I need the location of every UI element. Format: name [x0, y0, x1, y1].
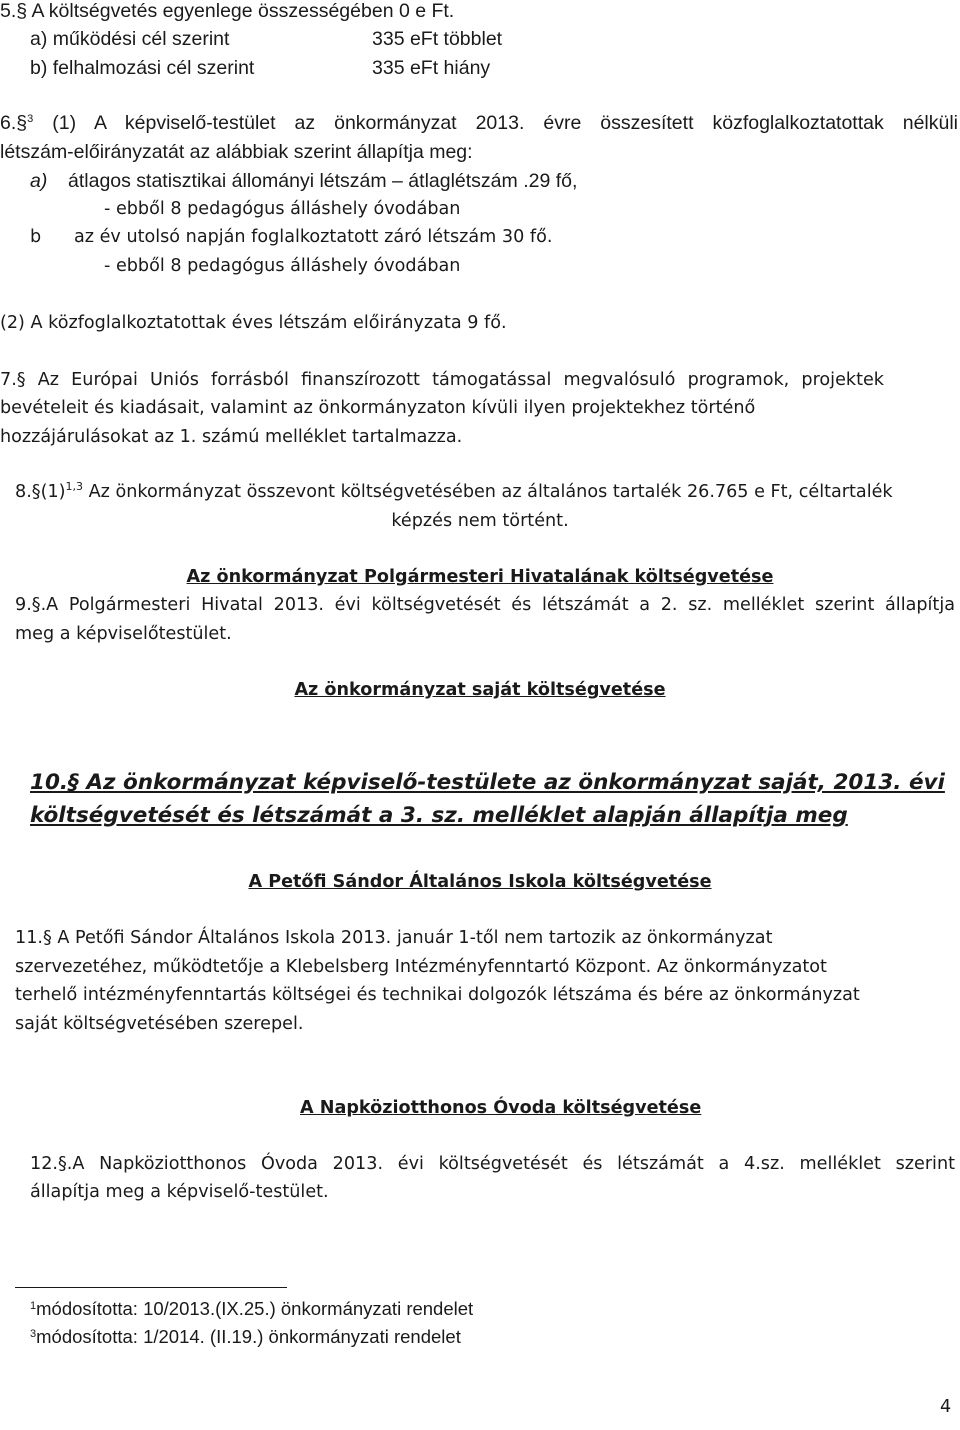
section-6-item-b-letter: b [30, 227, 42, 247]
section-7-line-3: hozzájárulásokat az 1. számú melléklet tartalmazza. [0, 427, 463, 447]
section-6-item-a-text: átlagos statisztikai állományi létszám – átlaglétszám .29 fő, [68, 170, 578, 192]
section-6-paragraph-2: (2) A közfoglalkoztatottak éves létszám előirányzata 9 fő. [0, 313, 507, 333]
section-12-line-1: 12.§.A Napköziotthonos Óvoda 2013. évi költségvetését és létszámát a 4.sz. melléklet szerint [30, 1154, 955, 1174]
section-6-item-a-sub: - ebből 8 pedagógus álláshely óvodában [104, 199, 461, 219]
section-11-line-2: szervezetéhez, működtetője a Klebelsberg Intézményfenntartó Központ. Az önkormányzatot [15, 957, 827, 977]
section-6-item-a-letter: a) [30, 170, 48, 192]
section-5-item-b-label: b) felhalmozási cél szerint [30, 57, 255, 79]
section-11-line-4: saját költségvetésében szerepel. [15, 1014, 304, 1034]
section-10-line-2: költségvetését és létszámát a 3. sz. melléklet alapján állapítja meg [30, 803, 848, 828]
section-7-line-2: bevételeit és kiadásait, valamint az önkormányzaton kívüli ilyen projektekhez történő [0, 398, 756, 418]
section-8-line-2: képzés nem történt. [391, 511, 569, 531]
heading-ovoda: A Napköziotthonos Óvoda költségvetése [300, 1098, 702, 1118]
page-number: 4 [940, 1397, 952, 1417]
section-5-heading: 5.§ A költségvetés egyenlege összességében 0 e Ft. [0, 0, 455, 22]
section-6-line-2: létszám-előirányzatát az alábbiak szerint állapítja meg: [0, 141, 473, 163]
footnote-1: $^1$módosította: 10/2013.(IX.25.) önkormányzati rendelet [30, 1298, 474, 1319]
heading-sajat-koltsegvetes: Az önkormányzat saját költségvetése [294, 680, 666, 700]
heading-iskola: A Petőfi Sándor Általános Iskola költségvetése [248, 872, 712, 892]
section-6-item-b-sub: - ebből 8 pedagógus álláshely óvodában [104, 256, 461, 276]
section-9-line-2: meg a képviselőtestület. [15, 624, 232, 644]
section-5-item-a-value: 335 eFt többlet [372, 28, 503, 50]
footnote-3: $^3$módosította: 1/2014. (II.19.) önkormányzati rendelet [30, 1326, 461, 1347]
section-11-line-3: terhelő intézményfenntartás költségei és technikai dolgozók létszáma és bére az önkormányzat [15, 985, 860, 1005]
heading-polgarmesteri-hivatal: Az önkormányzat Polgármesteri Hivatalának költségvetése [186, 567, 774, 587]
section-11-line-1: 11.§ A Petőfi Sándor Általános Iskola 2013. január 1-től nem tartozik az önkormányzat [15, 928, 773, 948]
footnote-separator [15, 1287, 287, 1288]
section-12-line-2: állapítja meg a képviselő-testület. [30, 1182, 329, 1202]
section-8-line-1: $8.\S(1)^{1,3}$ Az önkormányzat összevont költségvetésében az általános tartalék 26.765 e Ft, céltartalék [15, 480, 893, 502]
section-5-item-b-value: 335 eFt hiány [372, 57, 491, 79]
section-7-line-1: 7.§ Az Európai Uniós forrásból finanszírozott támogatással megvalósuló programok, projektek [0, 370, 884, 390]
section-5-item-a-label: a) működési cél szerint [30, 28, 230, 50]
section-6-line-1: 6.§$^3$ (1) A képviselő-testület az önkormányzat 2013. évre összesített közfoglalkoztatottak nélküli [0, 112, 959, 134]
section-6-item-b-text: az év utolsó napján foglalkoztatott záró létszám 30 fő. [74, 227, 553, 247]
section-9-line-1: 9.§.A Polgármesteri Hivatal 2013. évi költségvetését és létszámát a 2. sz. melléklet szerint állapítja [15, 595, 955, 615]
section-10-line-1: 10.§ Az önkormányzat képviselő-testülete az önkormányzat saját, 2013. évi [30, 770, 945, 795]
